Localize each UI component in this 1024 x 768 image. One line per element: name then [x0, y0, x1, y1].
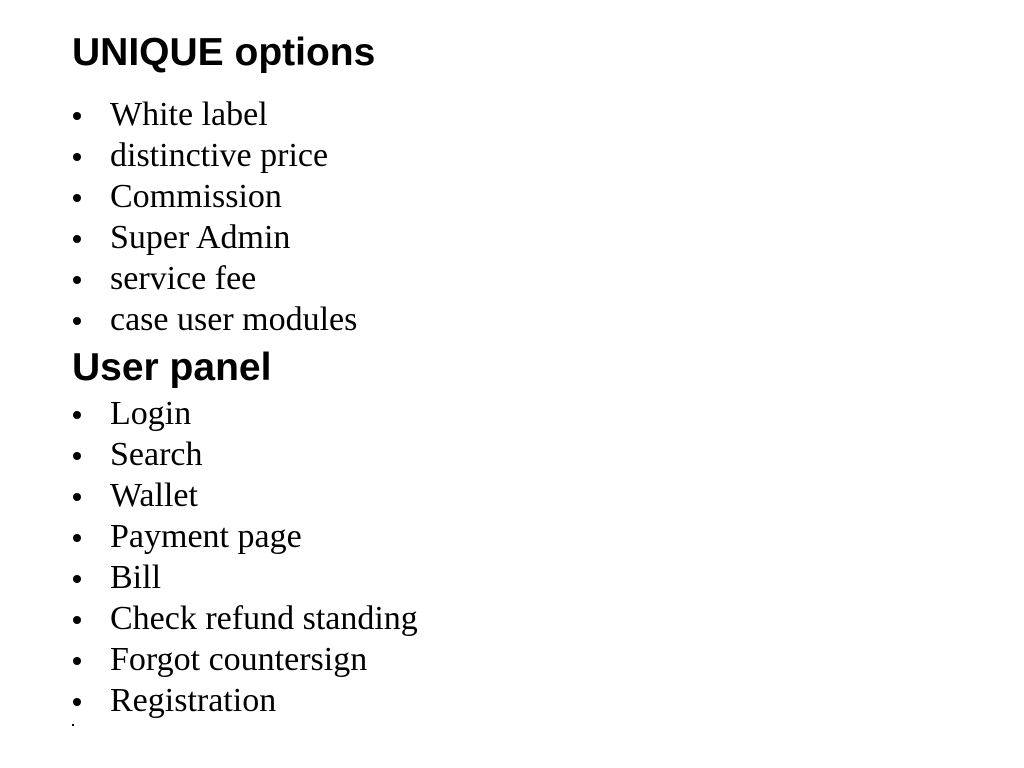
list-item-commission — [72, 176, 357, 217]
list-item-login — [72, 393, 418, 434]
bullet-icon — [73, 411, 81, 419]
bullet-icon — [73, 534, 81, 542]
user-panel-list — [72, 393, 418, 721]
bullet-icon — [73, 575, 81, 583]
trailing-dot-mark — [72, 724, 74, 726]
list-item-search — [72, 434, 418, 475]
list-item-label: service fee — [110, 260, 257, 297]
bullet-icon — [73, 317, 81, 325]
list-item-distinctive-price — [72, 135, 357, 176]
list-item-white-label — [72, 94, 357, 135]
list-item-label: Payment page — [110, 518, 302, 555]
list-item-label: Check refund standing — [110, 600, 418, 637]
list-item-payment-page — [72, 516, 418, 557]
list-item-forgot-countersign — [72, 639, 418, 680]
list-item-label: Super Admin — [110, 219, 291, 256]
list-item-label: Bill — [110, 559, 162, 596]
bullet-icon — [73, 276, 81, 284]
list-item-service-fee — [72, 258, 357, 299]
list-item-check-refund-standing — [72, 598, 418, 639]
list-item-label: Forgot countersign — [110, 641, 368, 678]
unique-options-list — [72, 94, 357, 340]
bullet-icon — [73, 657, 81, 665]
bullet-icon — [73, 112, 81, 120]
bullet-icon — [73, 698, 81, 706]
list-item-label: Search — [110, 436, 203, 473]
list-item-wallet — [72, 475, 418, 516]
list-item-label: case user modules — [110, 301, 358, 338]
list-item-super-admin — [72, 217, 357, 258]
list-item-label: White label — [110, 96, 268, 133]
bullet-icon — [73, 616, 81, 624]
list-item-case-user-modules — [72, 299, 357, 340]
bullet-icon — [73, 194, 81, 202]
list-item-bill — [72, 557, 418, 598]
list-item-label: Wallet — [110, 477, 198, 514]
list-item-label: Registration — [110, 682, 277, 719]
list-item-registration — [72, 680, 418, 721]
list-item-label: Login — [110, 395, 192, 432]
bullet-icon — [73, 153, 81, 161]
list-item-label: distinctive price — [110, 137, 329, 174]
bullet-icon — [73, 235, 81, 243]
bullet-icon — [73, 493, 81, 501]
section-heading-unique-options: UNIQUE options — [72, 31, 376, 74]
list-item-label: Commission — [110, 178, 282, 215]
section-heading-user-panel: User panel — [72, 346, 272, 389]
bullet-icon — [73, 452, 81, 460]
